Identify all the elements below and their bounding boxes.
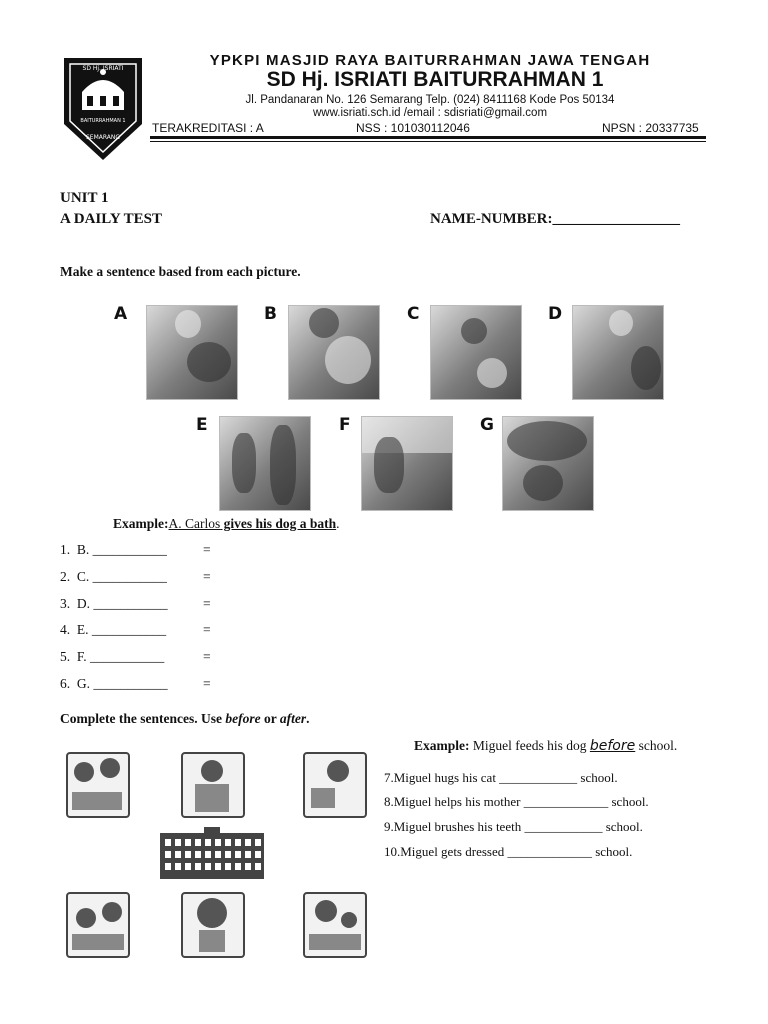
question-number: 1. [60, 542, 71, 557]
building-window [165, 839, 171, 846]
picture-label-e: E [196, 415, 208, 435]
building-window [205, 839, 211, 846]
section2-instruction [60, 711, 309, 727]
section1-instruction: Make a sentence based from each picture. [60, 264, 301, 279]
header-rule-thick [150, 136, 706, 139]
example-answer: before [589, 738, 636, 754]
question-blank[interactable]: F. ___________ [76, 649, 165, 664]
question-3-equals: = [203, 596, 211, 611]
question-blank[interactable]: C. ___________ [76, 569, 167, 584]
building-window [205, 851, 211, 858]
building-window [205, 863, 211, 870]
question-2 [60, 569, 167, 585]
question-5-equals: = [203, 649, 211, 664]
building-window [245, 851, 251, 858]
building-window [215, 851, 221, 858]
sentence-9[interactable]: 9.Miguel brushes his teeth ____________ school. [384, 819, 643, 834]
question-6 [60, 676, 168, 692]
building-window [175, 851, 181, 858]
building-window [165, 851, 171, 858]
question-6-equals: = [203, 676, 211, 691]
picture-c [430, 305, 522, 400]
picture-g [502, 416, 594, 511]
building-window [255, 851, 261, 858]
building-window [195, 839, 201, 846]
building-window [235, 839, 241, 846]
building-window [185, 839, 191, 846]
cartoon-helping-mother [66, 892, 130, 958]
building-window [255, 863, 261, 870]
school-building-icon [160, 827, 264, 879]
word-after: after [279, 711, 307, 726]
cartoon-hugging-cat [181, 892, 245, 958]
question-4-equals: = [203, 622, 211, 637]
instruction-period: . [306, 711, 310, 726]
example-subject: A. Carlos [168, 516, 221, 531]
picture-d [572, 305, 664, 400]
npsn-number: NPSN : 20337735 [602, 121, 699, 135]
question-blank[interactable]: G. ___________ [76, 676, 168, 691]
picture-label-f: F [339, 415, 351, 435]
building-window [195, 851, 201, 858]
building-window [225, 863, 231, 870]
building-window [225, 839, 231, 846]
section1-example [113, 516, 340, 532]
school-name: SD Hj. ISRIATI BAITURRAHMAN 1 [266, 68, 604, 91]
school-address: Jl. Pandanaran No. 126 Semarang Telp. (024) 8411168 Kode Pos 50134 [245, 94, 615, 106]
question-number: 3. [60, 596, 71, 611]
cartoon-getting-dressed [181, 752, 245, 818]
instruction-text: Complete the sentences. Use [60, 711, 226, 726]
word-before: before [225, 711, 261, 726]
building-window [235, 863, 241, 870]
question-3 [60, 596, 168, 612]
question-number: 5. [60, 649, 71, 664]
building-window [195, 863, 201, 870]
example-end: school. [635, 738, 678, 753]
building-window [165, 863, 171, 870]
building-window [235, 851, 241, 858]
sentence-10[interactable]: 10.Miguel gets dressed _____________ school. [384, 844, 633, 859]
question-2-equals: = [203, 569, 211, 584]
picture-f [361, 416, 453, 511]
school-logo [60, 54, 146, 164]
accreditation: TERAKREDITASI : A [152, 121, 264, 135]
name-number-field[interactable]: NAME-NUMBER:_________________ [430, 211, 680, 227]
picture-b [288, 305, 380, 400]
organization-name: YPKPI MASJID RAYA BAITURRAHMAN JAWA TENGAH [209, 52, 651, 69]
test-title: A DAILY TEST [60, 211, 162, 227]
sentence-8[interactable]: 8.Miguel helps his mother _____________ school. [384, 794, 649, 809]
building-window [255, 839, 261, 846]
example-label: Example: [113, 516, 169, 531]
sentence-7[interactable]: 7.Miguel hugs his cat ____________ school. [384, 770, 618, 785]
picture-e [219, 416, 311, 511]
building-window [175, 863, 181, 870]
section2-example [414, 738, 677, 754]
picture-label-c: C [407, 304, 420, 324]
cartoon-feeding-dog [303, 752, 367, 818]
building-window [215, 863, 221, 870]
picture-label-b: B [264, 304, 277, 324]
unit-title: UNIT 1 [60, 190, 109, 206]
question-1-equals: = [203, 542, 211, 557]
building-window [215, 839, 221, 846]
instruction-or: or [260, 711, 280, 726]
logo-text-top: SD Hj. ISRIATI [82, 65, 124, 72]
building-window [175, 839, 181, 846]
picture-label-a: A [114, 304, 128, 324]
question-1 [60, 542, 167, 558]
question-blank[interactable]: E. ___________ [76, 622, 167, 637]
building-window [245, 839, 251, 846]
example-text: Miguel feeds his dog [469, 738, 590, 753]
nss-number: NSS : 101030112046 [356, 121, 470, 135]
logo-text-bottom: SEMARANG [85, 134, 121, 141]
question-blank[interactable]: D. ___________ [76, 596, 168, 611]
question-number: 6. [60, 676, 71, 691]
picture-a [146, 305, 238, 400]
example-period: . [336, 516, 340, 531]
school-web-email: www.isriati.sch.id /email : sdisriati@gmail.com [312, 107, 548, 119]
question-4 [60, 622, 166, 638]
question-blank[interactable]: B. ___________ [76, 542, 167, 557]
building-window [185, 863, 191, 870]
picture-label-g: G [480, 415, 494, 435]
example-predicate: gives his dog a bath [220, 516, 337, 531]
question-5 [60, 649, 164, 665]
picture-label-d: D [548, 304, 563, 324]
logo-text-middle: BAITURRAHMAN 1 [80, 118, 126, 124]
question-number: 2. [60, 569, 71, 584]
building-window [185, 851, 191, 858]
building-window [245, 863, 251, 870]
cartoon-brushing-teeth [66, 752, 130, 818]
building-window [225, 851, 231, 858]
cartoon-eating [303, 892, 367, 958]
example-label: Example: [414, 738, 470, 753]
question-number: 4. [60, 622, 71, 637]
header-rule-thin [150, 141, 706, 142]
